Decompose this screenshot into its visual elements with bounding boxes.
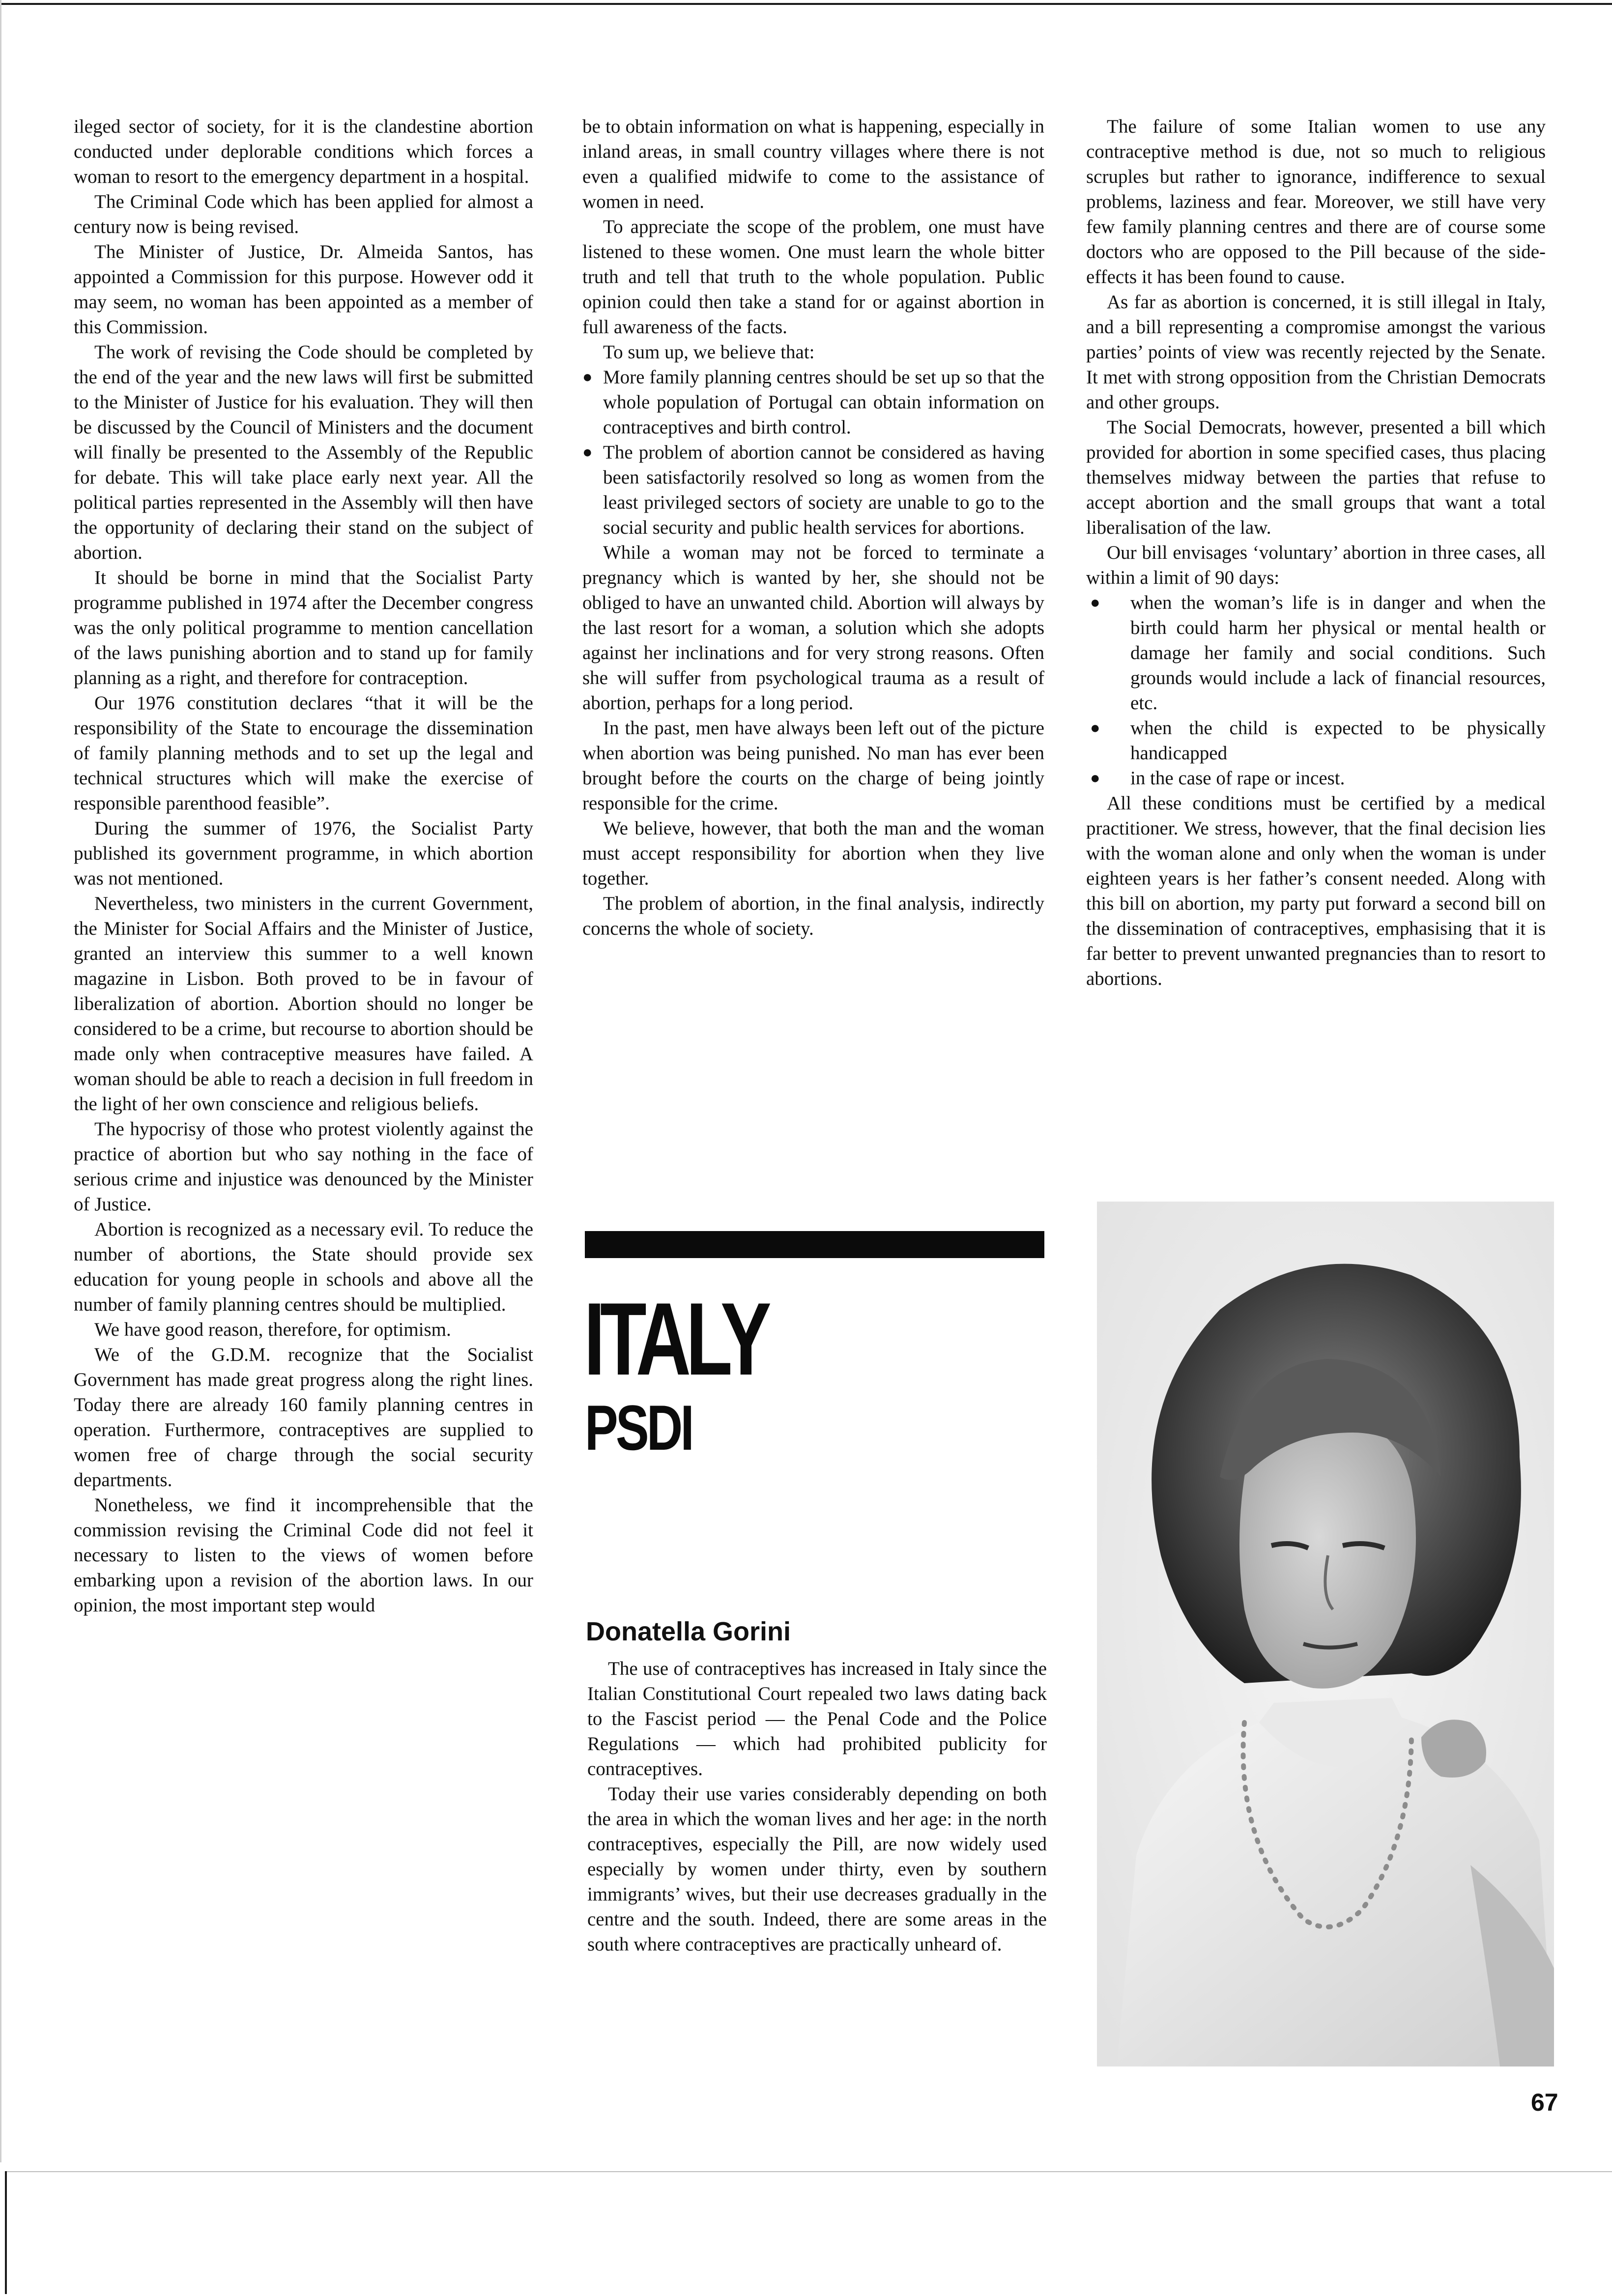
column-3	[1086, 114, 1546, 991]
left-edge-rule	[0, 0, 1, 2162]
paragraph: It should be borne in mind that the Socialist Party programme published in 1974 after the December congress was the only political programme to mention cancellation of the laws punishing abortion and to stand up for family planning as a right, and therefore for contraception.	[74, 567, 533, 689]
bullet-item: ● when the child is expected to be physically handicapped	[1086, 716, 1546, 766]
paragraph: Our 1976 constitution declares “that it will be the responsibility of the State to encourage the dissemination of family planning methods and to set up the legal and technical structures which will make the exercise of responsible parenthood feasible”.	[74, 692, 533, 814]
paragraph: All these conditions must be certified by a medical practitioner. We stress, however, that the final decision lies with the woman alone and only when the woman is under eighteen years is her father’s consent needed. Along with this bill on abortion, my party put forward a second bill on the dissemination of contraceptives, emphasising that it is far better to prevent unwanted pregnancies than to resort to abortions.	[1086, 793, 1546, 989]
bullet-item: ● in the case of rape or incest.	[1086, 766, 1546, 791]
bullet-item: ● The problem of abortion cannot be considered as having been satisfactorily resolved so long as women from the least privileged sectors of society are unable to go to the social security and public health services for abortions.	[582, 440, 1044, 540]
paragraph: Abortion is recognized as a necessary evil. To reduce the number of abortions, the State should provide sex education for young people in schools and above all the number of family planning centres should be multiplied.	[74, 1219, 533, 1315]
top-rule	[0, 3, 1612, 5]
section-divider-bar	[585, 1231, 1044, 1258]
paragraph: The Criminal Code which has been applied for almost a century now is being revised.	[74, 191, 533, 237]
paragraph: The use of contraceptives has increased in Italy since the Italian Constitutional Court repealed two laws dating back to the Fascist period — the Penal Code and the Police Regulations — which had prohibited publicity for contraceptives.	[587, 1658, 1047, 1779]
bullet-list	[582, 365, 1044, 540]
paragraph: The Social Democrats, however, presented a bill which provided for abortion in some specified cases, thus placing themselves midway between the parties that refuse to accept abortion and the small groups that want a total liberalisation of the law.	[1086, 417, 1546, 538]
party-heading: PSDI	[585, 1392, 692, 1464]
bullet-item: ● when the woman’s life is in danger and when the birth could harm her physical or mental health or damage her family and social conditions. Such grounds would include a lack of financial resources, etc.	[1086, 590, 1546, 716]
author-name: Donatella Gorini	[586, 1617, 791, 1646]
bottom-rule	[5, 2171, 1612, 2172]
page-number: 67	[1531, 2089, 1558, 2116]
paragraph: To appreciate the scope of the problem, one must have listened to these women. One must learn the whole bitter truth and tell that truth to the whole population. Public opinion could then take a stand for or against abortion in full awareness of the facts.	[582, 216, 1044, 338]
paragraph: The work of revising the Code should be completed by the end of the year and the new laws will first be submitted to the Minister of Justice for his evaluation. They will then be discussed by the Council of Ministers and the document will finally be presented to the Assembly of the Republic for debate. This will take place early next year. All the political parties represented in the Assembly will then have the opportunity of declaring their stand on the subject of abortion.	[74, 342, 533, 563]
paragraph: During the summer of 1976, the Socialist Party published its government programme, in which abortion was not mentioned.	[74, 818, 533, 889]
paragraph: The failure of some Italian women to use any contraceptive method is due, not so much to religious scruples but rather to ignorance, indifference to sexual problems, laziness and fear. Moreover, we still have very few family planning centres and there are of course some doctors who are opposed to the Pill because of the side-effects it has been found to cause.	[1086, 116, 1546, 287]
paragraph: The problem of abortion, in the final analysis, indirectly concerns the whole of society.	[582, 893, 1044, 939]
paragraph: Today their use varies considerably depending on both the area in which the woman lives and her age: in the north contraceptives, especially the Pill, are now widely used especially by women under thirty, even by southern immigrants’ wives, but their use decreases gradually in the centre and the south. Indeed, there are some areas in the south where contraceptives are practically unheard of.	[587, 1783, 1047, 1955]
paragraph: The Minister of Justice, Dr. Almeida Santos, has appointed a Commission for this purpose. However odd it may seem, no woman has been appointed as a member of this Commission.	[74, 241, 533, 338]
paragraph: We believe, however, that both the man and the woman must accept responsibility for abortion when they live together.	[582, 818, 1044, 889]
paragraph: The hypocrisy of those who protest violently against the practice of abortion but who say nothing in the face of serious crime and injustice was denounced by the Minister of Justice.	[74, 1119, 533, 1215]
paragraph: ileged sector of society, for it is the clandestine abortion conducted under deplorable conditions which forces a woman to resort to the emergency department in a hospital.	[74, 116, 533, 187]
column-1	[74, 114, 533, 1618]
paragraph: We have good reason, therefore, for optimism.	[94, 1319, 451, 1340]
paragraph: While a woman may not be forced to terminate a pregnancy which is wanted by her, she should not be obliged to have an unwanted child. Abortion will always by the last resort for a woman, a solution which she adopts against her inclinations and for very strong reasons. Often she will suffer from psychological trauma as a result of abortion, perhaps for a long period.	[582, 542, 1044, 714]
crop-mark	[5, 2171, 7, 2294]
paragraph: In the past, men have always been left out of the picture when abortion was being punished. No man has ever been brought before the courts on the charge of being jointly responsible for the crime.	[582, 718, 1044, 814]
bullet-list	[1086, 590, 1546, 791]
paragraph: Our bill envisages ‘voluntary’ abortion in three cases, all within a limit of 90 days:	[1086, 542, 1546, 588]
column-2	[582, 114, 1044, 941]
paragraph: Nevertheless, two ministers in the current Government, the Minister for Social Affairs and the Minister of Justice, granted an interview this summer to a well known magazine in Lisbon. Both proved to be in favour of liberalization of abortion. Abortion should no longer be considered to be a crime, but recourse to abortion should be made only when contraceptive measures have failed. A woman should be able to reach a decision in full freedom in the light of her own conscience and religious beliefs.	[74, 893, 533, 1115]
paragraph: Nonetheless, we find it incomprehensible that the commission revising the Criminal Code did not feel it necessary to listen to the views of women before embarking upon a revision of the abortion laws. In our opinion, the most important step would	[74, 1494, 533, 1616]
country-heading: ITALY	[584, 1281, 767, 1397]
column-4	[587, 1656, 1047, 1957]
bullet-item: ● More family planning centres should be set up so that the whole population of Portugal can obtain information on contraceptives and birth control.	[582, 365, 1044, 440]
paragraph: To sum up, we believe that:	[603, 342, 815, 363]
paragraph: As far as abortion is concerned, it is still illegal in Italy, and a bill representing a compromise amongst the various parties’ points of view was recently rejected by the Senate. It met with strong opposition from the Christian Democrats and other groups.	[1086, 291, 1546, 413]
paragraph: be to obtain information on what is happening, especially in inland areas, in small country villages where there is not even a qualified midwife to come to the assistance of women in need.	[582, 116, 1044, 212]
author-portrait-photo	[1097, 1202, 1554, 2066]
paragraph: We of the G.D.M. recognize that the Socialist Government has made great progress along the right lines. Today there are already 160 family planning centres in operation. Furthermore, contraceptives are supplied to women free of charge through the social security departments.	[74, 1344, 533, 1491]
